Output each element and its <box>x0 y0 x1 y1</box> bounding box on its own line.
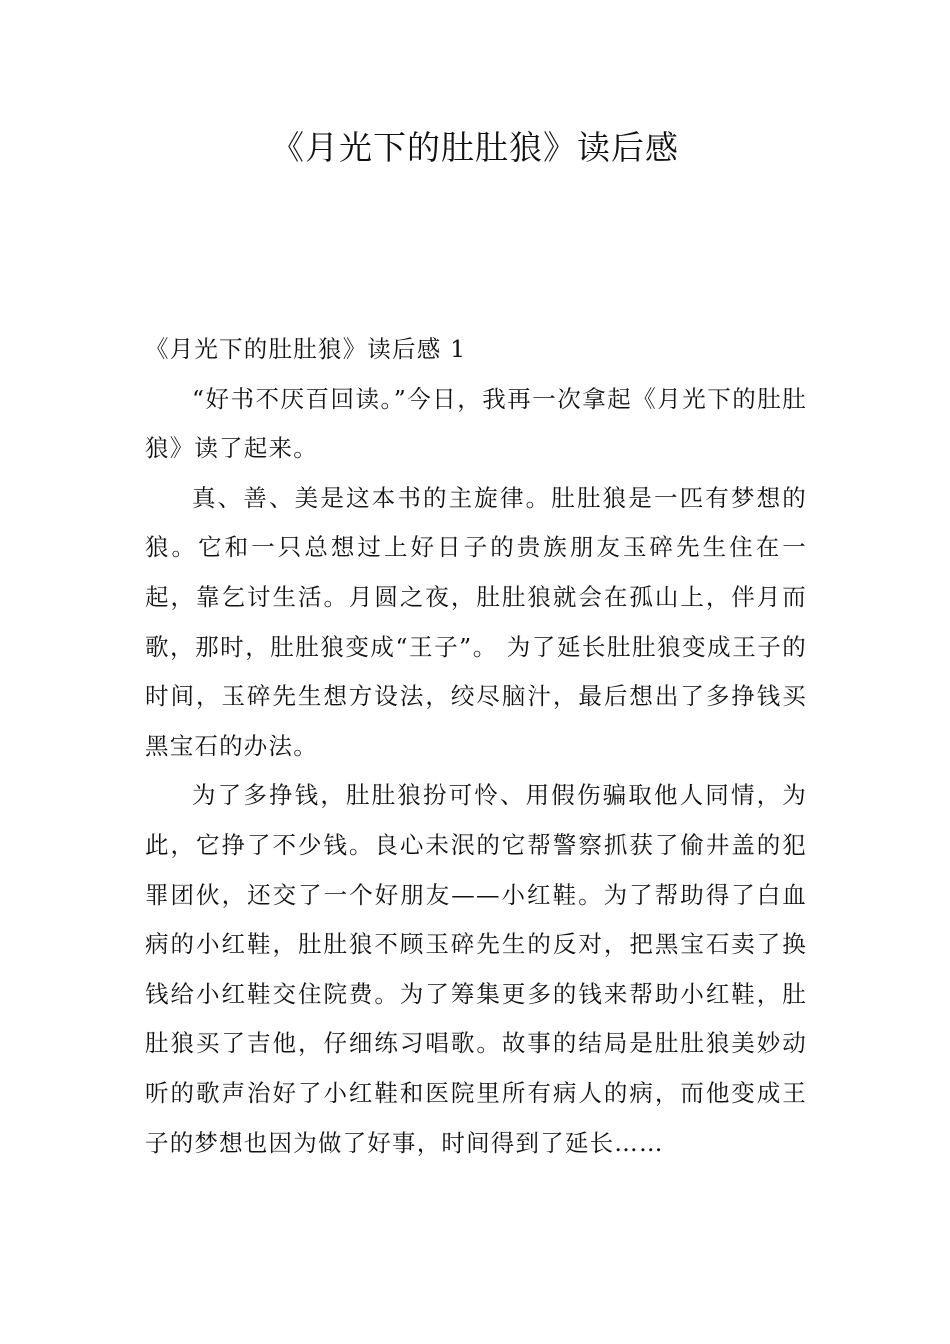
document-title: 《月光下的肚肚狼》读后感 <box>271 128 679 167</box>
section-heading: 《月光下的肚肚狼》读后感 1 <box>145 335 467 363</box>
paragraph-2: 真、善、美是这本书的主旋律。肚肚狼是一匹有梦想的狼。它和一只总想过上好日子的贵族朋友玉碎先生住在一起，靠乞讨生活。月圆之夜，肚肚狼就会在孤山上，伴月而歌，那时，肚肚狼变成“王子”。 为了延长肚肚狼变成王子的时间，玉碎先生想方设法，绞尽脑汁，最后想出了多挣钱买黑宝石的办法。 <box>145 483 807 760</box>
paragraph-1: “好书不厌百回读。”今日，我再一次拿起《月光下的肚肚狼》读了起来。 <box>145 384 807 463</box>
document-body <box>145 325 807 1168</box>
paragraph-3: 为了多挣钱，肚肚狼扮可怜、用假伤骗取他人同情，为此，它挣了不少钱。良心未泯的它帮警察抓获了偷井盖的犯罪团伙，还交了一个好朋友——小红鞋。为了帮助得了白血病的小红鞋，肚肚狼不顾玉碎先生的反对，把黑宝石卖了换钱给小红鞋交住院费。为了筹集更多的钱来帮助小红鞋，肚肚狼买了吉他，仔细练习唱歌。故事的结局是肚肚狼美妙动听的歌声治好了小红鞋和医院里所有病人的病，而他变成王子的梦想也因为做了好事，时间得到了延长…… <box>145 781 807 1157</box>
